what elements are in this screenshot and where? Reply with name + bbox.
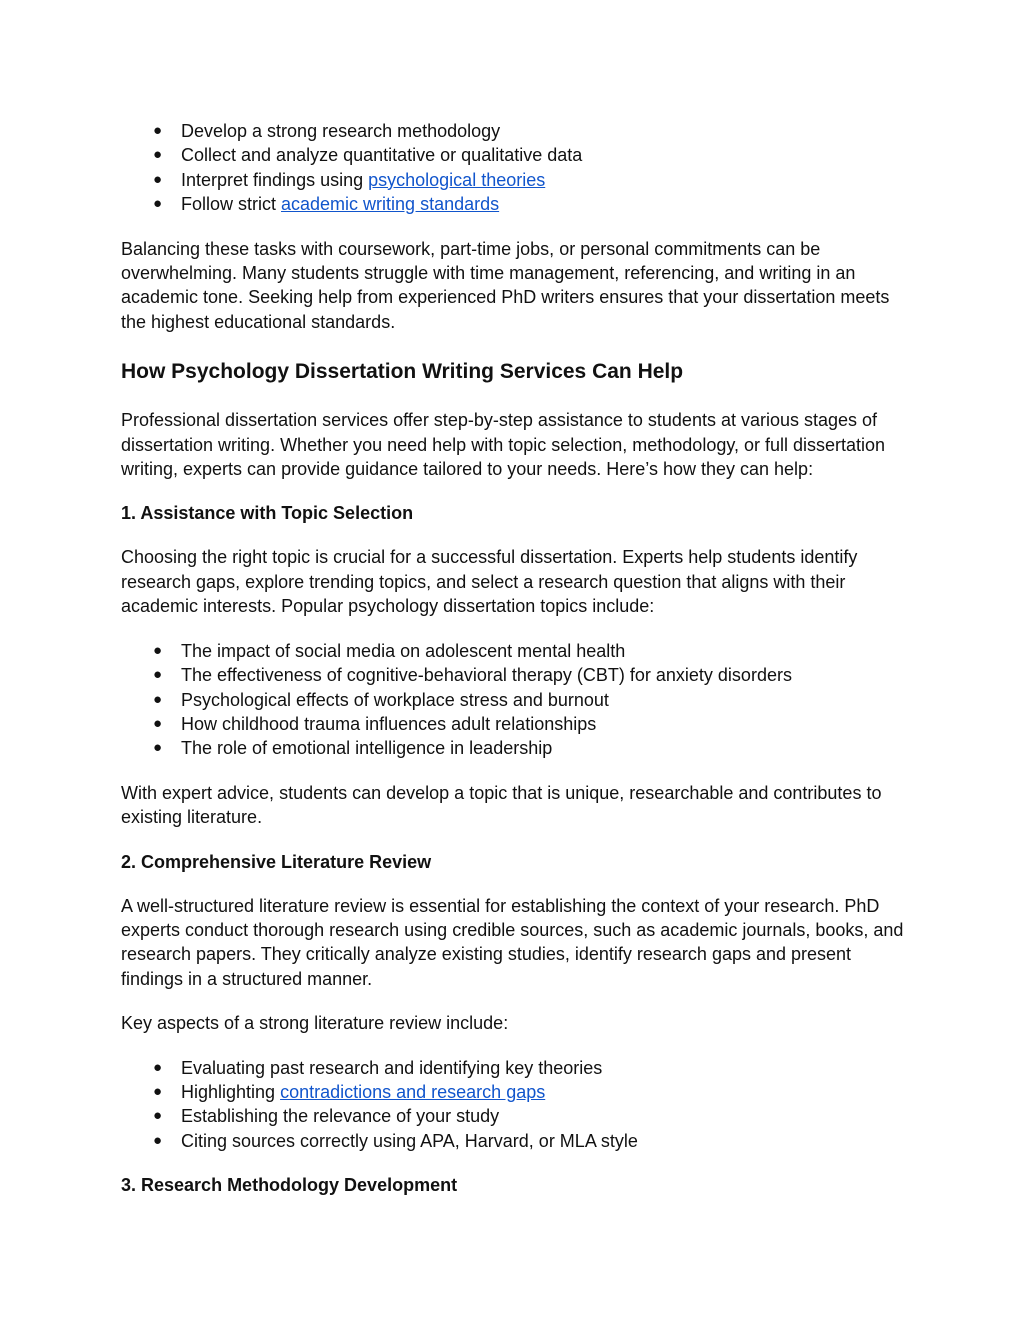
bullet-icon: ● <box>153 195 163 213</box>
list-item <box>121 1080 911 1104</box>
bullet-list-tasks <box>121 119 911 217</box>
list-item <box>121 663 911 687</box>
bullet-icon: ● <box>153 1058 163 1076</box>
list-item-text: Develop a strong research methodology <box>181 121 501 141</box>
list-item <box>121 1104 911 1128</box>
bullet-icon: ● <box>153 1107 163 1125</box>
list-item-text: Follow strict <box>181 194 282 215</box>
list-item-text: Interpret findings using <box>181 169 369 190</box>
list-item-text: The impact of social media on adolescent mental health <box>181 640 626 661</box>
list-item-text: Citing sources correctly using APA, Harvard, or MLA style <box>181 1130 638 1151</box>
list-item <box>121 712 911 736</box>
bullet-icon: ● <box>153 666 163 684</box>
list-item <box>121 736 911 760</box>
list-item-text: Establishing the relevance of your study <box>181 1106 500 1127</box>
list-item-text: Collect and analyze quantitative or qualitative data <box>181 145 583 166</box>
list-item <box>121 1056 911 1080</box>
bullet-icon: ● <box>153 641 163 659</box>
bullet-icon: ● <box>153 1131 163 1149</box>
subheading-research-methodology: 3. Research Methodology Development <box>121 1175 458 1196</box>
list-item-text: How childhood trauma influences adult relationships <box>181 713 597 734</box>
subheading-topic-selection: 1. Assistance with Topic Selection <box>121 503 414 524</box>
bullet-icon: ● <box>153 739 163 757</box>
list-item <box>121 192 911 216</box>
list-item-text: Psychological effects of workplace stress and burnout <box>181 689 609 710</box>
bullet-icon: ● <box>153 122 163 139</box>
paragraph-key-aspects: Key aspects of a strong literature review include: <box>121 1013 509 1034</box>
subheading-literature-review: 2. Comprehensive Literature Review <box>121 851 432 872</box>
list-item <box>121 119 911 143</box>
bullet-icon: ● <box>153 690 163 708</box>
list-item <box>121 688 911 712</box>
list-item-text: The role of emotional intelligence in leadership <box>181 738 553 759</box>
list-item <box>121 1129 911 1153</box>
bullet-icon: ● <box>153 714 163 732</box>
paragraph-topic-selection: Choosing the right topic is crucial for a successful dissertation. Experts help students identify research gaps, explore trending topics, and select a research question that aligns with their academic interests. Popular psychology dissertation topics include: <box>121 547 858 617</box>
list-item-text: Highlighting <box>181 1081 281 1102</box>
link-academic-writing-standards[interactable]: academic writing standards <box>281 194 500 215</box>
list-item-text: Evaluating past research and identifying key theories <box>181 1057 603 1078</box>
list-item <box>121 639 911 663</box>
section-heading-main: How Psychology Dissertation Writing Services Can Help <box>121 360 684 384</box>
link-psychological-theories[interactable]: psychological theories <box>368 169 546 190</box>
bullet-icon: ● <box>153 170 163 188</box>
paragraph-literature-review: A well-structured literature review is essential for establishing the context of your research. PhD experts conduct thorough research using credible sources, such as academic journals, books, and research papers. They critically analyze existing studies, identify research gaps and present findings in a structured manner. <box>121 895 904 989</box>
link-contradictions-research-gaps[interactable]: contradictions and research gaps <box>280 1081 546 1102</box>
list-item <box>121 168 911 192</box>
bullet-icon: ● <box>153 146 163 164</box>
paragraph-services-intro: Professional dissertation services offer step-by-step assistance to students at various stages of dissertation writing. Whether you need help with topic selection, methodology, or full dissertation writing, experts can provide guidance tailored to your needs. Here’s how they can help: <box>121 410 886 480</box>
bullet-list-key-aspects <box>121 1056 911 1154</box>
list-item-text: The effectiveness of cognitive-behavioral therapy (CBT) for anxiety disorders <box>181 665 792 686</box>
bullet-icon: ● <box>153 1082 163 1100</box>
list-item <box>121 143 911 167</box>
document-content <box>121 119 911 1197</box>
paragraph-balancing: Balancing these tasks with coursework, part-time jobs, or personal commitments can be overwhelming. Many students struggle with time management, referencing, and writing in an academic tone. Seeking help from experienced PhD writers ensures that your dissertation meets the highest educational standards. <box>121 238 890 332</box>
paragraph-expert-advice: With expert advice, students can develop a topic that is unique, researchable and contributes to existing literature. <box>121 782 882 828</box>
bullet-list-topics <box>121 639 911 761</box>
